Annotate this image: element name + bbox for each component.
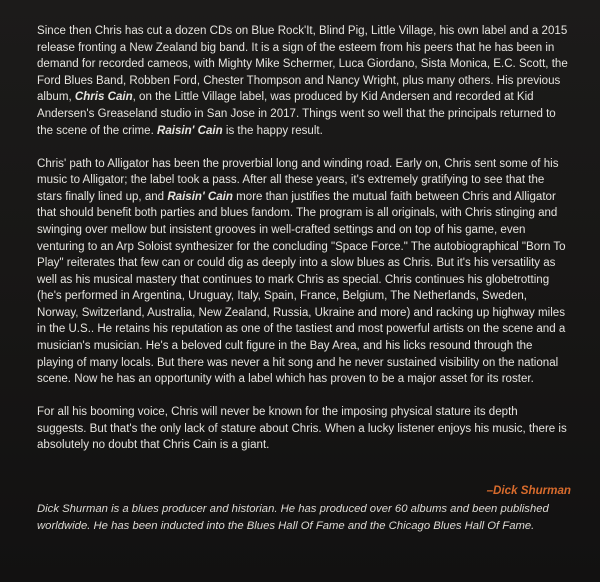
- paragraph-1: [37, 23, 570, 139]
- author-signature: –Dick Shurman: [486, 484, 571, 497]
- paragraph-2-text-a: Chris' path to Alligator has been the proverbial long and winding road. Early on, Chris sent some of his music to Alligator; the label took a pass. After all these years, it's extremely gratifying to see that the stars finally lined up, and: [37, 157, 559, 203]
- paragraph-1-text-c: is the happy result.: [222, 124, 323, 137]
- album-title-chris-cain: Chris Cain: [74, 91, 133, 104]
- paragraph-2: [37, 156, 570, 388]
- album-title-raisin-cain: Raisin' Cain: [157, 124, 223, 137]
- album-title-raisin-cain-2: Raisin' Cain: [167, 190, 233, 203]
- paragraph-3: For all his booming voice, Chris will never be known for the imposing physical stature its depth suggests. But that's the only lack of stature about Chris. When a lucky listener enjoys his music, there is absolutely no doubt that Chris Cain is a giant.: [37, 406, 567, 452]
- paragraph-1-text-a: Since then Chris has cut a dozen CDs on Blue Rock'It, Blind Pig, Little Village, his own label and a 2015 release fronting a New Zealand big band. It is a sign of the esteem from his peers that he has been in demand for recorded cameos, with Mighty Mike Schermer, Luca Giordano, Sista Monica, E.C. Scott, the Ford Blues Band, Robben Ford, Chester Thompson and Nancy Wright, plus many others. His previous album,: [37, 25, 568, 104]
- paragraph-1-text-b: , on the Little Village label, was produced by Kid Andersen and recorded at Kid Andersen's Greaseland studio in San Jose in 2017. Things went so well that the principals returned to the scene of the crime.: [37, 91, 556, 137]
- author-bio: Dick Shurman is a blues producer and historian. He has produced over 60 albums and been published worldwide. He has been inducted into the Blues Hall Of Fame and the Chicago Blues Hall Of Fame.: [37, 503, 549, 532]
- paragraph-2-text-b: more than justifies the mutual faith between Chris and Alligator that should benefit both parties and blues fandom. The program is all originals, with Chris stinging and swinging over mellow but insistent grooves in well-crafted settings and on top of his game, even venturing to an Arp Soloist synthesizer for the concluding "Space Force." The autobiographical "Born To Play" reiterates that few can or could dig as deeply into a slow blues as Chris. But it's his versatility as well as his musical mastery that continues to mark Chris as special. Chris continues his globetrotting (he's performed in Argentina, Uruguay, Italy, Spain, France, Belgium, The Netherlands, Sweden, Norway, Switzerland, Australia, New Zealand, Russia, Ukraine and more) and racking up highway miles in the U.S.. He retains his reputation as one of the tastiest and most powerful artists on the scene and a musician's musician. He's a beloved cult figure in the Bay Area, and his licks resound through the playing of many locals. But there was never a hit song and he never sustained visibility on the national scene. Now he has an opportunity with a label which has proven to be a major asset for its roster.: [37, 190, 566, 386]
- liner-notes-body: [37, 23, 570, 470]
